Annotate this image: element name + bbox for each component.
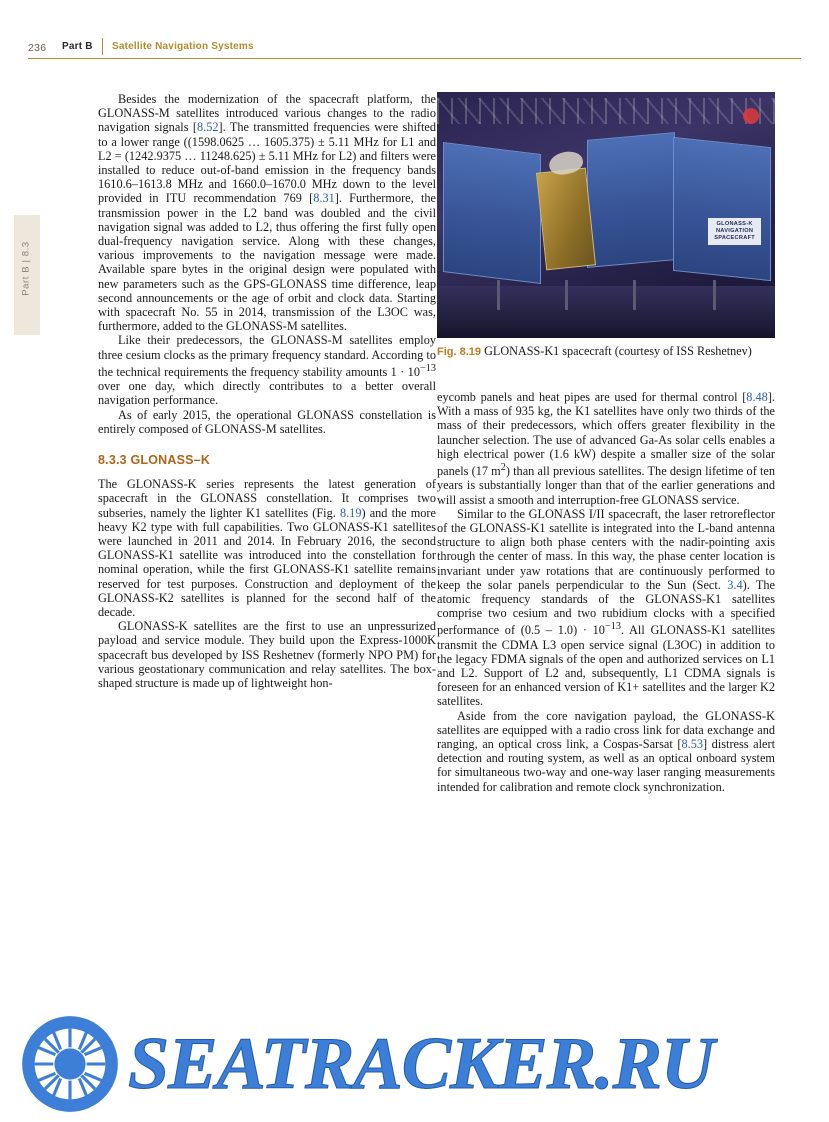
part-label: Part B (62, 41, 93, 52)
figure-8-19 (437, 92, 775, 359)
solar-panel-left (443, 142, 541, 284)
display-stand (565, 280, 568, 310)
display-stand (713, 280, 716, 310)
section-link[interactable]: 3.4 (727, 577, 743, 592)
display-stand (633, 280, 636, 310)
citation-link[interactable]: 8.52 (196, 120, 219, 135)
paragraph: eycomb panels and heat pipes are used for thermal control [8.48]. With a mass of 935 kg, the K1 satellites have only two thirds of the mass of their predecessors, which offers greater flexibility in the launcher selection. The use of advanced Ga-As solar cells enables a high electrical power (1.6 kW) despite a smaller size of the solar panels (17 $m^2$) than all previous satellites. The design lifetime of ten years is substantially longer than that of the earlier generations and will assist a smooth and interruption-free GLONASS service. (437, 390, 775, 507)
citation-link[interactable]: 8.53 (681, 737, 703, 752)
ceiling-truss-secondary (437, 98, 775, 124)
figure-label: Fig. 8.19 (437, 346, 482, 358)
solar-panel-center (587, 132, 675, 268)
solar-panel-right (673, 137, 771, 281)
paragraph: Like their predecessors, the GLONASS-M satellites employ three cesium clocks as the primary frequency standard. According to the technical requirements the frequency stability amounts $1 \cdot 10^{-13}$ over one day, which directly contributes to a better overall navigation performance. (98, 333, 436, 408)
exhibit-sign: GLONASS-K NAVIGATION SPACECRAFT (708, 218, 761, 245)
side-tab (14, 215, 40, 335)
header-rule (28, 58, 801, 59)
citation-link[interactable]: 8.31 (313, 191, 335, 206)
figure-image (437, 92, 775, 338)
paragraph: Besides the modernization of the spacecraft platform, the GLONASS-M satellites introduced various changes to the radio navigation signals [8.52]. The transmitted frequencies were shifted to a lower range ((1598.0625 … 1605.375) ± 5.11 MHz for L1 and L2 = (1242.9375 … 11248.625) ± 5.11 MHz for L2) and filters were installed to reduce out-of-band emission in the frequency bands 1610.6–1613.8 MHz and 1660.0–1670.0 MHz down to the level provided in ITU recommendation 769 [8.31]. Furthermore, the transmission power in the L2 band was doubled and the civil navigation signal was added to L2, thus offering the first fully open dual-frequency navigation service. Along with these changes, various improvements to the navigation message were made. Available spare bytes in the original design were populated with new parameters such as the GPS-GLONASS time difference, leap second announcements or the age of orbit and clock data. Starting with spacecraft No. 55 in 2014, transmission of the L3OC was, furthermore, added to the GLONASS-M satellites. (98, 92, 436, 334)
running-head-title: Satellite Navigation Systems (112, 41, 254, 52)
left-column (98, 92, 436, 690)
section-heading: 8.3.3 GLONASS–K (98, 452, 211, 467)
paragraph: Aside from the core navigation payload, the GLONASS-K satellites are equipped with a radio cross link for data exchange and ranging, an optical cross link, a Cospas-Sarsat [8.53] distress alert detection and routing system, as well as an optical onboard system for simultaneous two-way and one-way laser ranging measurements intended for calibration and remote clock synchronization. (437, 708, 775, 794)
paragraph: The GLONASS-K series represents the latest generation of spacecraft in the GLONASS constellation. It comprises two subseries, namely the lighter K1 satellites (Fig. 8.19) and the more heavy K2 type with full capabilities. Two GLONASS-K1 satellites were launched in 2011 and 2014. In February 2016, the second GLONASS-K1 satellite was introduced into the constellation for nominal operation, while the first GLONASS-K1 satellite remains reserved for test purposes. Construction and deployment of the GLONASS-K2 satellites is planned for the second half of the decade. (98, 477, 436, 619)
satellite-body (536, 168, 596, 271)
exhibition-logo-icon (743, 108, 759, 124)
sun-burst-icon (18, 1012, 122, 1116)
paragraph: Similar to the GLONASS I/II spacecraft, the laser retroreflector of the GLONASS-K1 satellite is integrated into the L-band antenna structure to align both phase centers with the nadir-pointing axis through the center of mass. In this way, the phase center location is invariant under yaw rotations that are continuously performed to keep the solar panels perpendicular to the Sun (Sect. 3.4). The atomic frequency standards of the GLONASS-K1 satellites comprise two cesium and two rubidium clocks with a specified performance of $(0.5 - 1.0) \cdot 10^{-13}$. All GLONASS-K1 satellites transmit the CDMA L3 open service signal (L3OC) in addition to the legacy FDMA signals of the open and authorized services on L1 and L2. Support of L2 and, subsequently, L1 CDMA signals is foreseen for an enhanced version of K1+ satellites and the larger K2 satellites. (437, 506, 775, 709)
side-tab-label: Part B | 8.3 (20, 241, 32, 296)
page-number: 236 (28, 42, 47, 54)
watermark-text: SEATRACKER.RU (128, 1023, 714, 1105)
exhibition-floor (437, 286, 775, 338)
paragraph: As of early 2015, the operational GLONASS constellation is entirely composed of GLONASS-M satellites. (98, 407, 436, 436)
display-stand (497, 280, 500, 310)
right-column (437, 390, 775, 794)
figure-caption-text: GLONASS-K1 spacecraft (courtesy of ISS Reshetnev) (484, 344, 752, 358)
citation-link[interactable]: 8.48 (746, 390, 768, 404)
paragraph: GLONASS-K satellites are the first to use an unpressurized payload and service module. They build upon the Express-1000K spacecraft bus developed by ISS Reshetnev (formerly NPO PM) for various geostationary communication and relay satellites. The box-shaped structure is made up of lightweight hon- (98, 619, 436, 691)
figure-link[interactable]: 8.19 (339, 505, 362, 520)
figure-caption (437, 344, 775, 359)
header-divider (102, 38, 103, 55)
watermark (0, 1000, 829, 1122)
page-header (28, 38, 801, 64)
